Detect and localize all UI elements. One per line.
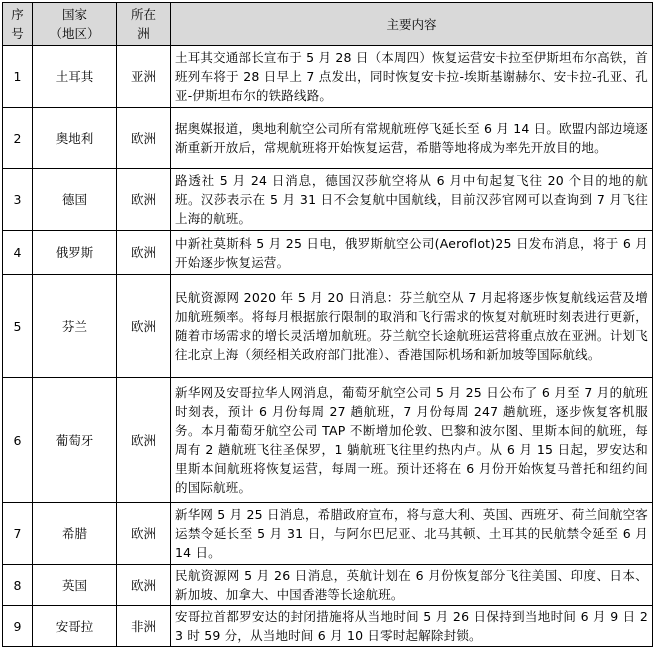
row-num: 4 [3,231,33,275]
row-num: 2 [3,108,33,169]
row-continent: 欧洲 [117,378,171,503]
row-num: 8 [3,565,33,606]
row-country: 芬兰 [33,275,117,378]
row-content: 民航资源网 5 月 26 日消息，英航计划在 6 月份恢复部分飞往美国、印度、日本、新加坡、加拿大、中国香港等长途航班。 [171,565,653,606]
row-country: 希腊 [33,503,117,565]
row-content: 据奥媒报道，奥地利航空公司所有常规航班停飞延长至 6 月 14 日。欧盟内部边境逐渐重新开放后，常规航班将开始恢复运营，希腊等地将成为率先开放目的地。 [171,108,653,169]
header-country: 国家 （地区） [33,3,117,46]
row-continent: 欧洲 [117,565,171,606]
row-continent: 欧洲 [117,231,171,275]
row-content: 安哥拉首都罗安达的封闭措施将从当地时间 5 月 26 日保持到当地时间 6 月 9 日 23 时 59 分，从当地时间 6 月 10 日零时起解除封锁。 [171,606,653,647]
table-row [3,275,653,378]
row-num: 1 [3,46,33,108]
row-content: 新华网 5 月 25 日消息，希腊政府宣布，将与意大利、英国、西班牙、荷兰间航空客运禁令延长至 5 月 31 日，与阿尔巴尼亚、北马其顿、土耳其的民航禁令延至 6 月 14 日。 [171,503,653,565]
row-country: 安哥拉 [33,606,117,647]
row-content: 中新社莫斯科 5 月 25 日电，俄罗斯航空公司(Aeroflot)25 日发布消息，将于 6 月开始逐步恢复运营。 [171,231,653,275]
table-row [3,606,653,647]
row-continent: 欧洲 [117,503,171,565]
row-content: 民航资源网 2020 年 5 月 20 日消息：芬兰航空从 7 月起将逐步恢复航线运营及增加航班频率。将每月根据旅行限制的取消和飞行需求的恢复对航班时刻表进行更新，随着市场需求的增长灵活增加航班。芬兰航空长途航班运营将重点放在亚洲。计划飞往北京上海（须经相关政府部门批准）、香港国际机场和新加坡等国际航线。 [171,275,653,378]
row-country: 德国 [33,169,117,231]
data-table [2,2,653,647]
row-continent: 欧洲 [117,169,171,231]
row-country: 奥地利 [33,108,117,169]
row-num: 3 [3,169,33,231]
row-continent: 欧洲 [117,108,171,169]
row-num: 5 [3,275,33,378]
row-country: 土耳其 [33,46,117,108]
row-num: 7 [3,503,33,565]
table-row [3,565,653,606]
header-row [3,3,653,46]
row-content: 新华网及安哥拉华人网消息，葡萄牙航空公司 5 月 25 日公布了 6 月至 7 月的航班时刻表，预计 6 月份每周 27 趟航班，7 月份每周 247 趟航班，逐步恢复客机服务。本月葡萄牙航空公司 TAP 不断增加伦敦、巴黎和波尔图、里斯本间的航班，每周有 2 趟航班飞往圣保罗，1 躺航班飞往里约热内卢。从 6 月 15 日起，罗安达和里斯本间航班将恢复运营，每周一班。预计还将在 6 月份开始恢复马普托和纽约间的国际航班。 [171,378,653,503]
header-num: 序 号 [3,3,33,46]
row-continent: 亚洲 [117,46,171,108]
row-num: 9 [3,606,33,647]
row-continent: 欧洲 [117,275,171,378]
row-content: 路透社 5 月 24 日消息，德国汉莎航空将从 6 月中旬起复飞往 20 个目的地的航班。汉莎表示在 5 月 31 日不会复航中国航线，目前汉莎官网可以查询到 7 月飞往上海的航班。 [171,169,653,231]
row-continent: 非洲 [117,606,171,647]
table-row [3,169,653,231]
header-continent: 所在 洲 [117,3,171,46]
table-row [3,231,653,275]
row-num: 6 [3,378,33,503]
table-row [3,108,653,169]
header-content: 主要内容 [171,3,653,46]
row-country: 葡萄牙 [33,378,117,503]
row-country: 俄罗斯 [33,231,117,275]
row-content: 土耳其交通部长宣布于 5 月 28 日（本周四）恢复运营安卡拉至伊斯坦布尔高铁，首班列车将于 28 日早上 7 点发出，同时恢复安卡拉-埃斯基谢赫尔、安卡拉-孔亚、孔亚-伊斯坦布尔的铁路线路。 [171,46,653,108]
table-row [3,46,653,108]
table-row [3,503,653,565]
row-country: 英国 [33,565,117,606]
table-row [3,378,653,503]
